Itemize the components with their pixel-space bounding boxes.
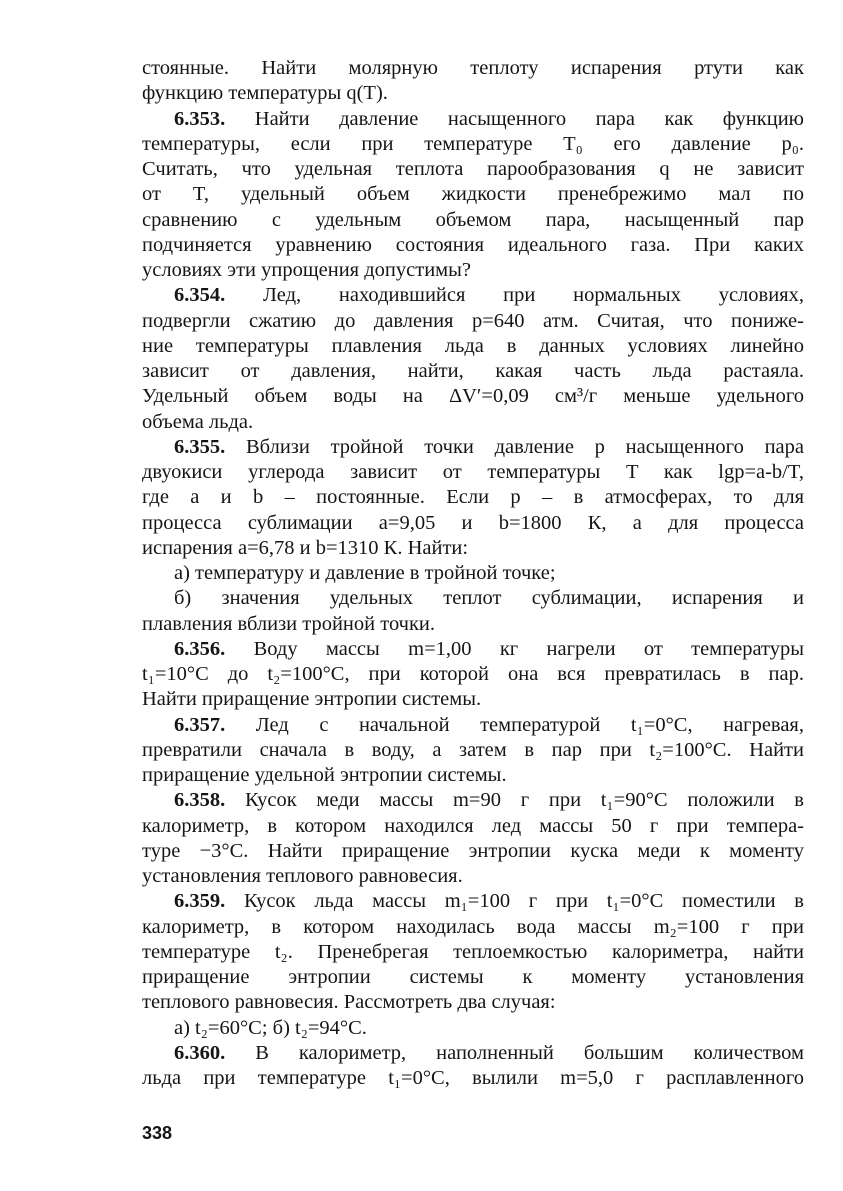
text-line (142, 181, 804, 207)
line-text: двуокиси углерода зависит от температуры T как lgp=a-b/T, (142, 461, 804, 483)
problem-heading-line (174, 282, 804, 308)
text-line (142, 964, 804, 990)
problem-heading-line (174, 712, 804, 738)
problem-number: 6.357. (174, 713, 226, 736)
text-line (142, 762, 804, 788)
line-text: калориметр, в котором находилась вода массы m₂=100 г при (142, 915, 804, 938)
line-text: Найти давление насыщенного пара как функцию (225, 107, 804, 130)
line-text: зависит от давления, найти, какая часть льда растаяла. (142, 360, 804, 382)
line-text: Удельный объем воды на ΔV′=0,09 см³/г меньше удельного (142, 385, 804, 408)
text-line (142, 611, 804, 637)
text-line (142, 914, 804, 940)
line-text: ние температуры плавления льда в данных условиях линейно (142, 334, 804, 357)
problem-number: 6.353. (174, 107, 226, 130)
text-line (142, 156, 804, 182)
line-text: Лед с начальной температурой t₁=0°С, нагревая, (225, 713, 804, 736)
text-line (142, 358, 804, 384)
text-line (142, 207, 804, 233)
problem-number: 6.355. (174, 435, 226, 458)
problem-heading-line (174, 1040, 804, 1066)
line-text: t₁=10°С до t₂=100°С, при которой она вся превратилась в пар. (142, 663, 804, 685)
text-line (142, 257, 804, 283)
text-line (142, 409, 804, 435)
text-line (142, 80, 804, 106)
text-line (142, 661, 804, 687)
text-line (142, 55, 804, 81)
text-line (174, 1015, 804, 1041)
text-line (142, 131, 804, 157)
problem-number: 6.358. (174, 789, 226, 812)
text-line (142, 737, 804, 763)
line-text: Лед, находившийся при нормальных условиях, (225, 284, 804, 307)
problem-number: 6.360. (174, 1041, 226, 1064)
line-text: где a и b – постоянные. Если p – в атмосферах, то для (142, 486, 804, 509)
text-line (142, 939, 804, 965)
problem-number: 6.356. (174, 637, 226, 660)
line-text: Вблизи тройной точки давление p насыщенного пара (225, 435, 804, 458)
text-line (142, 484, 804, 510)
line-text: установления теплового равновесия. (142, 865, 463, 887)
line-text: объема льда. (142, 410, 254, 433)
line-text: Считать, что удельная теплота парообразования q не зависит (142, 158, 804, 180)
line-text: Воду массы m=1,00 кг нагрели от температуры (225, 637, 804, 660)
line-text: приращение удельной энтропии системы. (142, 764, 507, 786)
text-line (142, 510, 804, 536)
page-number: 338 (142, 1123, 173, 1143)
problem-number: 6.354. (174, 284, 226, 307)
problem-number: 6.359. (174, 890, 226, 913)
line-text: Кусок льда массы m₁=100 г при t₁=0°С поместили в (225, 890, 804, 913)
problem-heading-line (174, 787, 804, 813)
text-line (142, 989, 804, 1015)
text-line (142, 459, 804, 485)
line-text: от T, удельный объем жидкости пренебрежимо мал по (142, 183, 804, 206)
problem-heading-line (174, 106, 804, 132)
text-line (142, 686, 804, 712)
line-text: сравнению с удельным объемом пара, насыщенный пар (142, 208, 804, 231)
text-line (142, 333, 804, 359)
line-text: а) t₂=60°С; б) t₂=94°С. (174, 1016, 367, 1039)
text-line (142, 535, 804, 561)
line-text: испарения a=6,78 и b=1310 К. Найти: (142, 536, 469, 559)
line-text: стоянные. Найти молярную теплоту испарения ртути как (142, 57, 804, 79)
line-text: приращение энтропии системы к моменту установления (142, 966, 804, 988)
line-text: подвергли сжатию до давления p=640 атм. Считая, что пониже- (142, 309, 804, 332)
line-text: функцию температуры q(T). (142, 82, 388, 105)
text-line (142, 232, 804, 258)
line-text: туре −3°С. Найти приращение энтропии куска меди к моменту (142, 839, 804, 862)
line-text: Кусок меди массы m=90 г при t₁=90°С положили в (225, 789, 804, 812)
line-text: Найти приращение энтропии системы. (142, 688, 482, 711)
line-text: подчиняется уравнению состояния идеального газа. При каких (142, 233, 804, 256)
line-text: теплового равновесия. Рассмотреть два случая: (142, 991, 556, 1014)
line-text: калориметр, в котором находился лед массы 50 г при темпера- (142, 814, 804, 837)
problem-heading-line (174, 888, 804, 914)
line-text: б) значения удельных теплот сублимации, испарения и (174, 587, 804, 610)
line-text: условиях эти упрощения допустимы? (142, 259, 472, 281)
text-line (142, 308, 804, 334)
text-line (174, 585, 804, 611)
problem-heading-line (174, 636, 804, 662)
line-text: а) температуру и давление в тройной точке; (174, 562, 556, 584)
text-line (174, 560, 804, 586)
text-line (142, 838, 804, 864)
text-line (142, 1065, 804, 1091)
line-text: превратили сначала в воду, а затем в пар при t₂=100°С. Найти (142, 738, 804, 761)
text-line (142, 813, 804, 839)
problem-heading-line (174, 434, 804, 460)
line-text: В калориметр, наполненный большим количеством (225, 1041, 804, 1064)
line-text: температуры, если при температуре T₀ его давление p₀. (142, 132, 804, 155)
line-text: температуре t₂. Пренебрегая теплоемкостью калориметра, найти (142, 940, 804, 963)
line-text: плавления вблизи тройной точки. (142, 612, 436, 635)
text-line (142, 383, 804, 409)
line-text: льда при температуре t₁=0°С, вылили m=5,0 г расплавленного (142, 1067, 804, 1089)
line-text: процесса сублимации a=9,05 и b=1800 К, а для процесса (142, 511, 804, 534)
text-line (142, 863, 804, 889)
